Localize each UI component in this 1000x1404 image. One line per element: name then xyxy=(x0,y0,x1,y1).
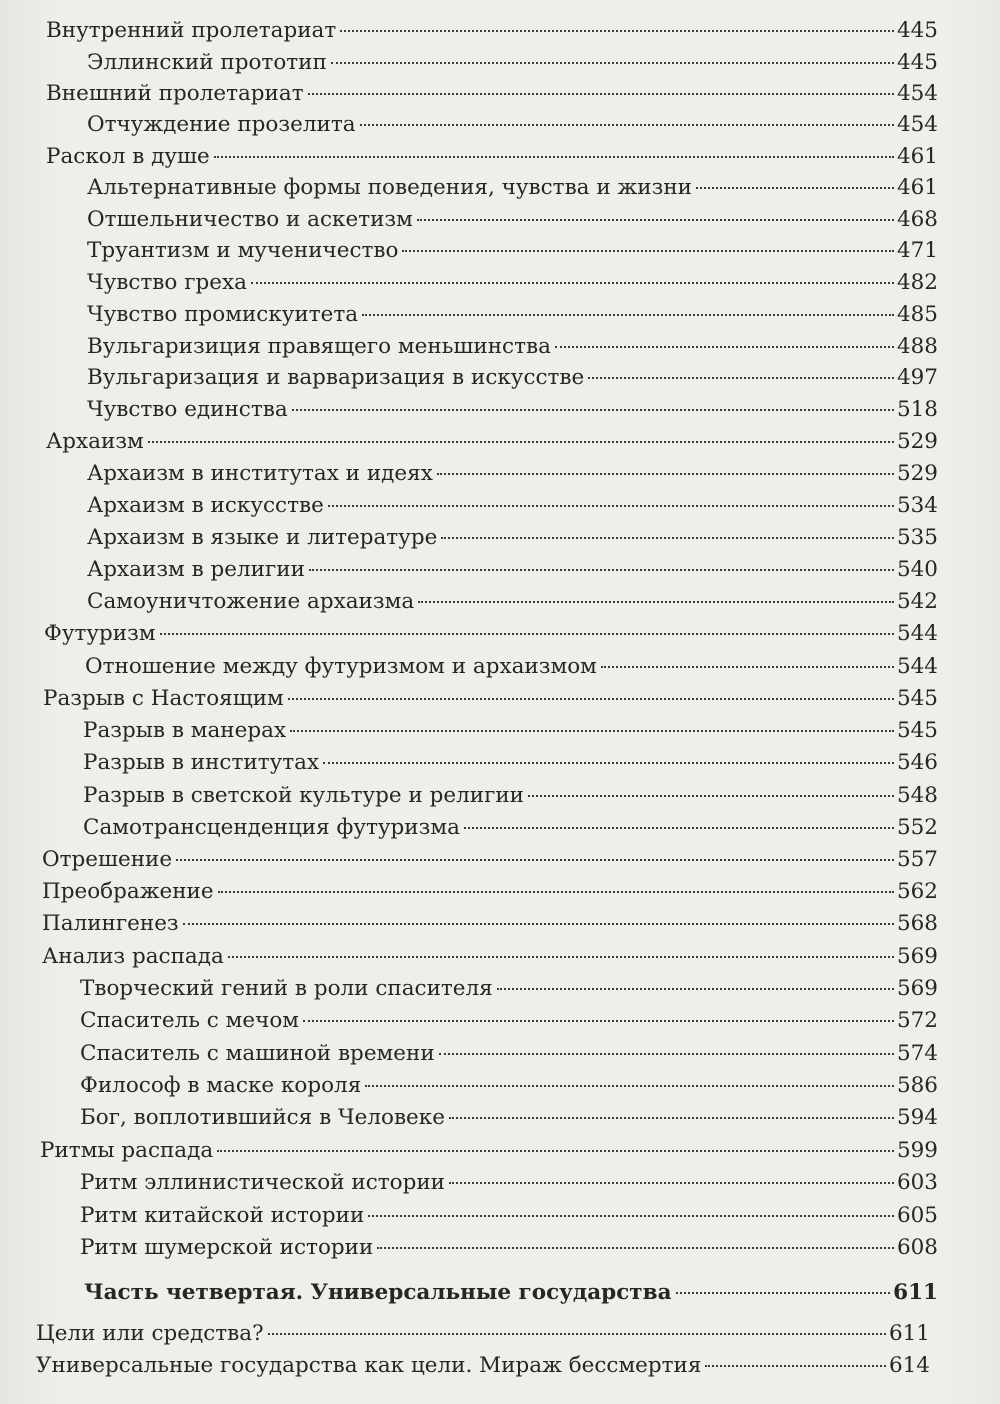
toc-entry-title: Универсальные государства как цели. Мираж бессмертия xyxy=(36,1353,702,1378)
leader-dots xyxy=(705,1365,886,1367)
toc-entry-title: Чувство греха xyxy=(87,270,247,295)
toc-entry xyxy=(40,1138,938,1164)
toc-entry-title: Ритм эллинистической истории xyxy=(80,1170,446,1195)
toc-entry-title: Ритм китайской истории xyxy=(80,1203,365,1228)
leader-dots xyxy=(497,988,894,990)
toc-entry xyxy=(87,302,938,328)
toc-entry xyxy=(87,525,938,551)
leader-dots xyxy=(441,537,894,539)
toc-entry-title: Разрыв в светской культуре и религии xyxy=(83,783,524,808)
toc-entry xyxy=(80,1008,938,1034)
toc-entry xyxy=(46,144,938,170)
leader-dots xyxy=(588,377,894,379)
leader-dots xyxy=(555,346,894,348)
toc-entry xyxy=(87,207,938,233)
toc-entry-title: Философ в маске короля xyxy=(80,1073,362,1098)
leader-dots xyxy=(362,314,894,316)
toc-entry-title: Футуризм xyxy=(44,621,156,646)
toc-entry-page: 445 xyxy=(896,50,938,75)
toc-entry xyxy=(42,944,938,970)
leader-dots xyxy=(402,250,893,252)
toc-entry-title: Разрыв с Настоящим xyxy=(43,686,284,711)
toc-entry-page: 529 xyxy=(896,429,938,454)
toc-entry-page: 540 xyxy=(896,557,938,582)
toc-entry xyxy=(87,270,938,296)
leader-dots xyxy=(288,698,894,700)
toc-entry xyxy=(80,1235,938,1261)
toc-entry-title: Цели или средства? xyxy=(36,1321,264,1346)
toc-entry-page: 535 xyxy=(896,525,938,550)
toc-entry xyxy=(87,334,938,360)
leader-dots xyxy=(331,62,894,64)
toc-entry-page: 586 xyxy=(896,1073,938,1098)
leader-dots xyxy=(696,187,894,189)
toc-entry-page: 454 xyxy=(896,112,938,137)
toc-entry-title: Разрыв в манерах xyxy=(83,718,287,743)
toc-entry-page: 546 xyxy=(896,750,938,775)
toc-entry-page: 605 xyxy=(896,1203,938,1228)
toc-entry-title: Самотрансценденция футуризма xyxy=(83,815,460,840)
toc-entry-title: Архаизм в институтах и идеях xyxy=(87,461,433,486)
leader-dots xyxy=(368,1215,894,1217)
toc-entry xyxy=(46,18,938,44)
toc-entry-title: Вульгаризиция правящего меньшинства xyxy=(87,334,551,359)
toc-entry xyxy=(87,50,938,76)
toc-entry xyxy=(87,175,938,201)
toc-entry-page: 611 xyxy=(893,1280,938,1305)
toc-entry-title: Бог, воплотившийся в Человеке xyxy=(80,1105,445,1130)
toc-entry-title: Анализ распада xyxy=(42,944,224,969)
toc-entry-page: 445 xyxy=(896,18,938,43)
leader-dots xyxy=(148,441,894,443)
toc-entry-title: Архаизм в религии xyxy=(87,557,305,582)
toc-entry-title: Творческий гений в роли спасителя xyxy=(80,976,493,1001)
toc-entry xyxy=(87,238,938,264)
toc-entry-page: 594 xyxy=(896,1105,938,1130)
toc-entry xyxy=(87,493,938,519)
toc-entry-page: 488 xyxy=(896,334,938,359)
toc-entry-title: Отношение между футуризмом и архаизмом xyxy=(85,654,597,679)
toc-entry-page: 461 xyxy=(896,175,938,200)
toc-entry-page: 497 xyxy=(896,365,938,390)
leader-dots xyxy=(323,762,894,764)
toc-entry-title: Ритм шумерской истории xyxy=(80,1235,374,1260)
toc-entry xyxy=(36,1353,930,1379)
toc-entry xyxy=(87,365,938,391)
toc-entry xyxy=(87,461,938,487)
toc-entry xyxy=(42,879,938,905)
toc-entry xyxy=(80,1203,938,1229)
toc-entry-page: 572 xyxy=(896,1008,938,1033)
toc-entry-title: Эллинский прототип xyxy=(87,50,327,75)
toc-entry-title: Отчуждение прозелита xyxy=(87,112,356,137)
leader-dots xyxy=(528,795,894,797)
leader-dots xyxy=(340,30,894,32)
leader-dots xyxy=(601,666,894,668)
toc-entry-title: Отшельничество и аскетизм xyxy=(87,207,413,232)
toc-entry-page: 603 xyxy=(896,1170,938,1195)
toc-entry-page: 614 xyxy=(888,1353,930,1378)
toc-entry xyxy=(44,621,938,647)
toc-entry-page: 485 xyxy=(896,302,938,327)
toc-entry-title: Преображение xyxy=(42,879,214,904)
toc-entry-page: 574 xyxy=(896,1041,938,1066)
toc-entry xyxy=(85,654,938,680)
leader-dots xyxy=(183,923,894,925)
leader-dots xyxy=(365,1085,894,1087)
toc-entry-title: Чувство промискуитета xyxy=(87,302,359,327)
leader-dots xyxy=(303,1020,894,1022)
toc-entry xyxy=(42,847,938,873)
toc-entry-title: Спаситель с мечом xyxy=(80,1008,299,1033)
toc-entry-title: Часть четвертая. Универсальные государства xyxy=(84,1280,672,1305)
toc-entry-page: 534 xyxy=(896,493,938,518)
toc-entry-page: 611 xyxy=(888,1321,930,1346)
toc-entry-title: Архаизм в языке и литературе xyxy=(87,525,438,550)
toc-entry xyxy=(87,557,938,583)
toc-entry-page: 608 xyxy=(896,1235,938,1260)
toc-entry xyxy=(83,718,938,744)
toc-entry-page: 454 xyxy=(896,81,938,106)
toc-entry xyxy=(87,589,938,615)
toc-entry-page: 468 xyxy=(896,207,938,232)
toc-entry xyxy=(87,397,938,423)
leader-dots xyxy=(251,282,894,284)
leader-dots xyxy=(418,601,894,603)
leader-dots xyxy=(377,1247,894,1249)
toc-entry-page: 471 xyxy=(896,238,938,263)
toc-entry-page: 545 xyxy=(896,686,938,711)
toc-entry xyxy=(43,686,938,712)
toc-entry xyxy=(46,429,938,455)
toc-entry-page: 557 xyxy=(896,847,938,872)
leader-dots xyxy=(437,473,894,475)
toc-entry-title: Самоуничтожение архаизма xyxy=(87,589,415,614)
toc-entry-page: 544 xyxy=(896,621,938,646)
toc-entry-page: 562 xyxy=(896,879,938,904)
toc-entry-page: 482 xyxy=(896,270,938,295)
toc-entry-title: Чувство единства xyxy=(87,397,288,422)
leader-dots xyxy=(449,1182,894,1184)
toc-entry-page: 461 xyxy=(896,144,938,169)
leader-dots xyxy=(218,891,894,893)
toc-entry xyxy=(80,1170,938,1196)
leader-dots xyxy=(328,505,894,507)
toc-entry xyxy=(80,976,938,1002)
toc-entry-page: 599 xyxy=(896,1138,938,1163)
toc-entry-page: 545 xyxy=(896,718,938,743)
toc-entry-title: Отрешение xyxy=(42,847,173,872)
toc-entry-page: 569 xyxy=(896,976,938,1001)
toc-entry-page: 544 xyxy=(896,654,938,679)
leader-dots xyxy=(439,1053,894,1055)
toc-entry-page: 518 xyxy=(896,397,938,422)
toc-entry-title: Внутренний пролетариат xyxy=(46,18,337,43)
toc-entry xyxy=(42,911,938,937)
toc-part-heading xyxy=(84,1280,938,1306)
toc-entry xyxy=(46,81,938,107)
toc-entry-title: Палингенез xyxy=(42,911,179,936)
toc-entry-title: Архаизм xyxy=(46,429,144,454)
leader-dots xyxy=(268,1333,886,1335)
toc-entry xyxy=(83,815,938,841)
leader-dots xyxy=(228,956,894,958)
toc-entry-page: 529 xyxy=(896,461,938,486)
leader-dots xyxy=(292,409,894,411)
leader-dots xyxy=(360,124,894,126)
leader-dots xyxy=(308,93,894,95)
toc-entry xyxy=(83,783,938,809)
toc-entry-title: Внешний пролетариат xyxy=(46,81,304,106)
toc-entry xyxy=(87,112,938,138)
leader-dots xyxy=(217,1150,894,1152)
toc-entry-title: Вульгаризация и варваризация в искусстве xyxy=(87,365,585,390)
leader-dots xyxy=(417,219,894,221)
toc-entry-title: Спаситель с машиной времени xyxy=(80,1041,435,1066)
toc-entry xyxy=(80,1041,938,1067)
leader-dots xyxy=(309,569,894,571)
leader-dots xyxy=(160,633,894,635)
leader-dots xyxy=(676,1292,891,1294)
leader-dots xyxy=(214,156,894,158)
toc-entry xyxy=(83,750,938,776)
leader-dots xyxy=(464,827,894,829)
toc-entry-title: Ритмы распада xyxy=(40,1138,214,1163)
toc-entry-page: 542 xyxy=(896,589,938,614)
toc-entry-title: Труантизм и мученичество xyxy=(87,238,399,263)
toc-entry-page: 568 xyxy=(896,911,938,936)
toc-entry-title: Разрыв в институтах xyxy=(83,750,320,775)
toc-entry xyxy=(80,1073,938,1099)
leader-dots xyxy=(176,859,894,861)
toc-entry-page: 569 xyxy=(896,944,938,969)
toc-entry xyxy=(80,1105,938,1131)
toc-entry-title: Альтернативные формы поведения, чувства и жизни xyxy=(87,175,692,200)
toc-entry-title: Раскол в душе xyxy=(46,144,210,169)
toc-entry-title: Архаизм в искусстве xyxy=(87,493,324,518)
leader-dots xyxy=(290,730,894,732)
toc-entry-page: 548 xyxy=(896,783,938,808)
toc-entry-page: 552 xyxy=(896,815,938,840)
toc-entry xyxy=(36,1321,930,1347)
leader-dots xyxy=(449,1117,894,1119)
